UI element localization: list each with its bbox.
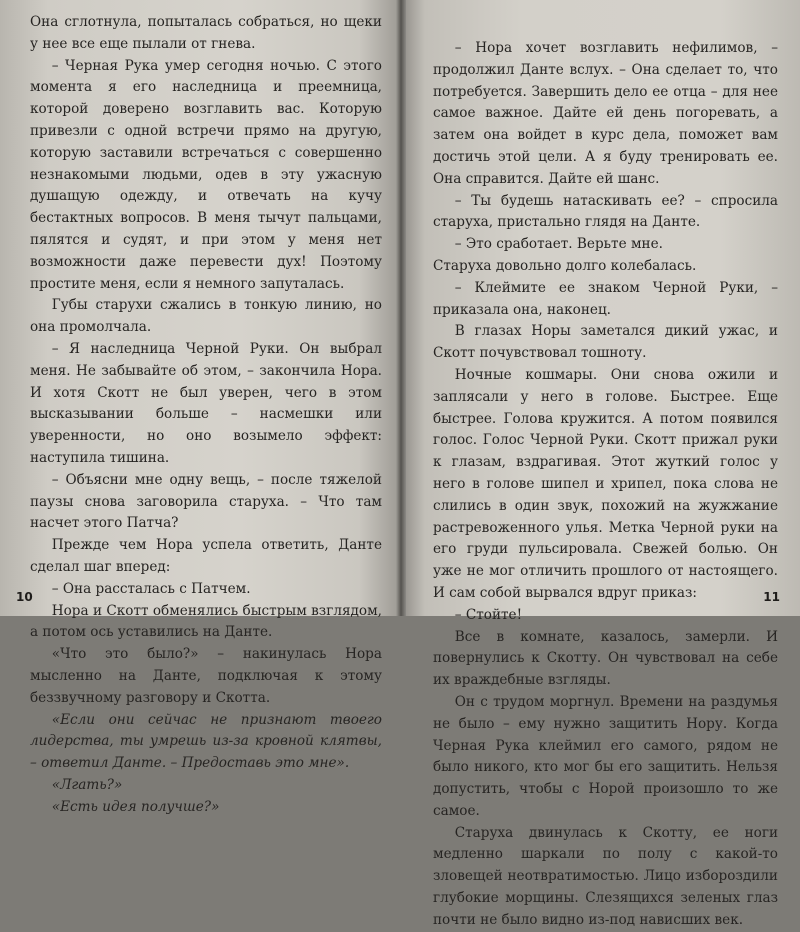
paragraph: Ночные кошмары. Они снова ожили и заплясали у него в голове. Быстрее. Еще быстрее. Голова кружится. А потом появился голос. Голос Черной Руки. Скотт прижал руки к глазам, вздрагивая. Этот жуткий голос у него в голове шипел и хрипел, пока слова не слились в один звук, похожий на жужжание растревоженного улья. Метка Черной руки на его груди пульсировала. Свежей болью. Он уже не мог отличить прошлого от настоящего. И сам собой вырвался вдруг приказ: xyxy=(433,366,778,601)
right-page xyxy=(401,0,800,928)
paragraph: Старуха довольно долго колебалась. xyxy=(433,257,697,274)
paragraph: – Я наследница Черной Руки. Он выбрал меня. Не забывайте об этом, – закончила Нора. И хотя Скотт не был уверен, чего в этом высказывании больше – насмешки или уверенности, но оно возымело эффект: наступила тишина. xyxy=(30,340,382,466)
paragraph: Нора и Скотт обменялись быстрым взглядом, а потом ось уставились на Данте. xyxy=(30,602,382,641)
paragraph: «Если они сейчас не признают твоего лидерства, ты умрешь из-за кровной клятвы, – ответил Данте. – Предоставь это мне». xyxy=(30,711,382,772)
paragraph: Она сглотнула, попыталась собраться, но щеки у нее все еще пылали от гнева. xyxy=(30,14,382,52)
paragraph: – Она рассталась с Патчем. xyxy=(51,580,251,597)
paragraph: «Что это было?» – накинулась Нора мысленно на Данте, подключая к этому беззвучному разговору и Скотта. xyxy=(30,646,382,706)
paragraph: «Лгать?» xyxy=(51,776,123,793)
paragraph: – Это сработает. Верьте мне. xyxy=(454,236,663,253)
paragraph: «Есть идея получше?» xyxy=(51,798,220,815)
paragraph: – Клеймите ее знаком Черной Руки, – приказала она, наконец. xyxy=(433,279,778,318)
paragraph: Все в комнате, казалось, замерли. И повернулись к Скотту. Он чувствовал на себе их враждебные взгляды. xyxy=(433,628,778,689)
paragraph: Губы старухи сжались в тонкую линию, но она промолчала. xyxy=(30,297,382,336)
paragraph: Прежде чем Нора успела ответить, Данте сделал шаг вперед: xyxy=(30,537,382,575)
paragraph: – Нора хочет возглавить нефилимов, – продолжил Данте вслух. – Она сделает то, что потребуется. Завершить дело ее отца – для нее самое важное. Дайте ей день погоревать, а затем она войдет в курс дела, поможет вам достичь этой цели. А я буду тренировать ее. Она справится. Дайте ей шанс. xyxy=(433,40,778,187)
paragraph: – Черная Рука умер сегодня ночью. С этого момента я его наследница и преемница, которой доверено возглавить вас. Которую привезли с одной встречи прямо на другую, которую заставили встречаться с совершенно незнакомыми людьми, одев в эту ужасную душащую одежду, и отвечать на кучу бестактных вопросов. В меня тычут пальцами, пялятся и судят, и при этом у меня нет возможности даже перевести дух! Поэтому простите меня, если я немного запуталась. xyxy=(30,57,382,292)
left-page-text xyxy=(30,12,382,818)
right-page-text xyxy=(433,38,778,932)
paragraph: В глазах Норы заметался дикий ужас, и Скотт почувствовал тошноту. xyxy=(433,323,778,362)
paragraph: – Объясни мне одну вещь, – после тяжелой паузы снова заговорила старуха. – Что там насчет этого Патча? xyxy=(30,471,382,532)
paragraph: – Стойте! xyxy=(454,606,523,623)
left-page xyxy=(0,0,399,815)
page-number: 10 xyxy=(16,590,33,605)
paragraph: – Ты будешь натаскивать ее? – спросила старуха, пристально глядя на Данте. xyxy=(433,192,778,231)
book-gutter xyxy=(396,0,406,616)
page-number: 11 xyxy=(763,590,780,605)
paragraph: Он с трудом моргнул. Времени на раздумья не было – ему нужно защитить Нору. Когда Черная Рука клеймил его самого, рядом не было никого, кто мог бы его защитить. Нельзя допустить, чтобы с Норой произошло то же самое. xyxy=(433,693,778,819)
paragraph: Старуха двинулась к Скотту, ее ноги медленно шаркали по полу с какой-то зловещей неотвратимостью. Лицо избороздили глубокие морщины. Слезящихся зеленых глаз почти не было видно из-под нависших век. xyxy=(433,824,778,928)
